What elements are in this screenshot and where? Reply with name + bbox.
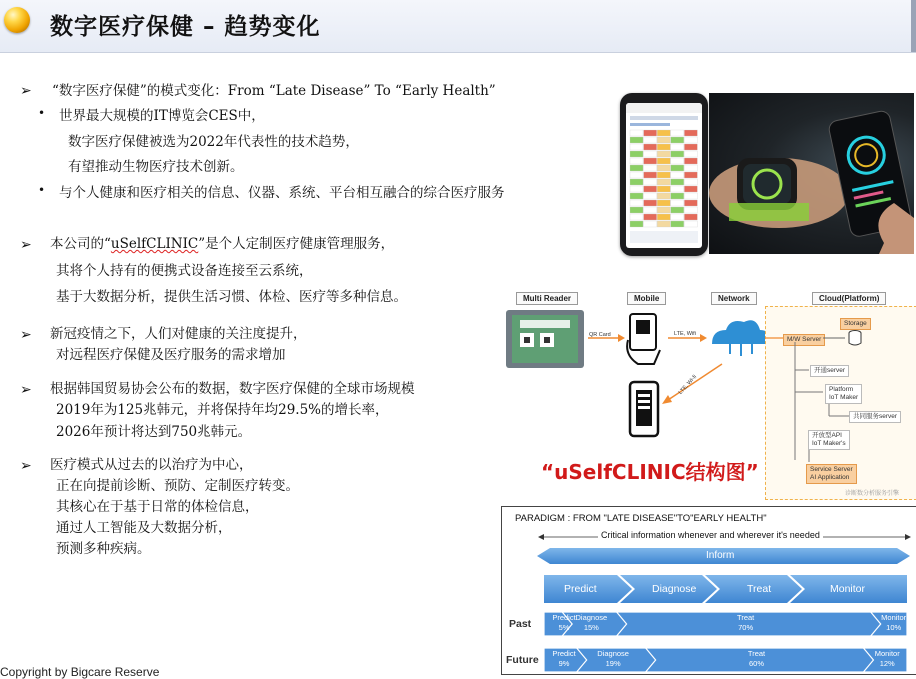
inform-label: Inform xyxy=(706,550,735,561)
stage-predict: Predict xyxy=(564,583,597,595)
stage-monitor: Monitor xyxy=(830,583,866,595)
ces-line-3: 有望推动生物医疗技术创新。 xyxy=(68,159,244,175)
header-edge-decoration xyxy=(911,0,916,52)
critical-info-text: Critical information whenever and wherever it's needed xyxy=(598,530,823,540)
label-multi-reader: Multi Reader xyxy=(516,292,578,305)
label-cloud-platform: Cloud(Platform) xyxy=(812,292,886,305)
uselfclinic-line-3: 基于大数据分析，提供生活习惯、体检、医疗等多种信息。 xyxy=(56,289,407,305)
svc-server-box: 开通server xyxy=(810,365,849,377)
ai-service-box: Service Server AI Application xyxy=(806,464,857,484)
market-line-1: 根据韩国贸易协会公布的数据，数字医疗保健的全球市场规模 xyxy=(50,381,415,397)
dot-bullet-icon: • xyxy=(38,106,46,120)
market-line-3: 2026年预计将达到750兆韩元。 xyxy=(56,424,252,440)
arrow-bullet-icon: ➢ xyxy=(20,458,32,474)
market-line-2: 2019年为125兆韩元，并将保持年均29.5%的增长率， xyxy=(56,402,389,418)
platform-iot-box: Platform IoT Maker xyxy=(825,384,862,404)
paradigm-title: PARADIGM : FROM "LATE DISEASE"TO"EARLY HEALTH" xyxy=(515,513,767,524)
mw-server-box: M/W Server xyxy=(783,334,825,346)
arrow-bullet-icon: ➢ xyxy=(20,382,32,398)
paradigm-cell-future-monitor: Monitor 12% xyxy=(874,649,900,668)
model-line-5: 预测多种疾病。 xyxy=(56,541,151,557)
diagram-caption: “uSelfCLINIC结构图” xyxy=(541,460,759,484)
lte-wifi-return-label: LTE, Wi-fi xyxy=(677,374,699,396)
arrow-bullet-icon: ➢ xyxy=(20,327,32,343)
lte-wifi-label: LTE, Wifi xyxy=(674,331,696,337)
paradigm-shift-line: “数字医疗保健”的模式变化：From “Late Disease” To “Early Health” xyxy=(52,83,496,99)
integrated-service-line: 与个人健康和医疗相关的信息、仪器、系统、平台相互融合的综合医疗服务 xyxy=(59,185,505,201)
orb-bullet-icon xyxy=(4,7,30,33)
ces-line-2: 数字医疗保健被选为2022年代表性的技术趋势， xyxy=(68,134,359,150)
slide-title: 数字医疗保健 – 趋势变化 xyxy=(50,14,321,40)
label-mobile: Mobile xyxy=(627,292,666,305)
arrow-bullet-icon: ➢ xyxy=(20,83,32,99)
paradigm-cell-past-monitor: Monitor 10% xyxy=(881,613,907,632)
phone-app-screen xyxy=(626,103,702,248)
covid-line-2: 对远程医疗保健及医疗服务的需求增加 xyxy=(56,347,286,363)
covid-line-1: 新冠疫情之下，人们对健康的关注度提升， xyxy=(50,326,307,342)
label-network: Network xyxy=(711,292,757,305)
ces-line-1: 世界最大规模的IT博览会CES中， xyxy=(59,108,265,124)
brand-name: uSelfCLINIC xyxy=(110,236,199,252)
uselfclinic-line: 本公司的“uSelfCLINIC”是个人定制医疗健康管理服务， xyxy=(50,236,395,252)
copyright-text: Copyright by Bigcare Reserve xyxy=(0,665,160,679)
model-line-3: 其核心在于基于日常的体检信息， xyxy=(56,499,259,515)
paradigm-cell-past-predict: Predict 5% xyxy=(552,613,576,632)
uselfclinic-line-2: 其将个人持有的便携式设备连接至云系统， xyxy=(56,263,313,279)
paradigm-cell-future-predict: Predict 9% xyxy=(552,649,576,668)
common-service-box: 共同服务server xyxy=(849,411,901,423)
smartwatch-photo xyxy=(709,93,914,254)
qr-card-label: QR Card xyxy=(589,332,611,338)
model-line-2: 正在向提前诊断、预防、定制医疗转变。 xyxy=(56,478,299,494)
open-api-box: 开放型API IoT Maker's xyxy=(808,430,850,450)
row-label-future: Future xyxy=(506,654,539,666)
paradigm-cell-past-treat: Treat 70% xyxy=(737,613,755,632)
row-label-past: Past xyxy=(509,618,532,630)
storage-box: Storage xyxy=(840,318,871,330)
diagram-watermark: 诊断数分析服务引擎 xyxy=(845,491,900,497)
paradigm-panel xyxy=(501,506,916,675)
model-line-1: 医疗模式从过去的以治疗为中心， xyxy=(50,457,253,473)
stage-diagnose: Diagnose xyxy=(652,583,697,595)
paradigm-cell-past-diagnose: Diagnose 15% xyxy=(575,613,608,632)
model-line-4: 通过人工智能及大数据分析， xyxy=(56,520,232,536)
paradigm-cell-future-treat: Treat 60% xyxy=(747,649,766,668)
dot-bullet-icon: • xyxy=(38,183,46,197)
arrow-bullet-icon: ➢ xyxy=(20,237,32,253)
stage-treat: Treat xyxy=(747,583,772,595)
paradigm-cell-future-diagnose: Diagnose 19% xyxy=(597,649,629,668)
